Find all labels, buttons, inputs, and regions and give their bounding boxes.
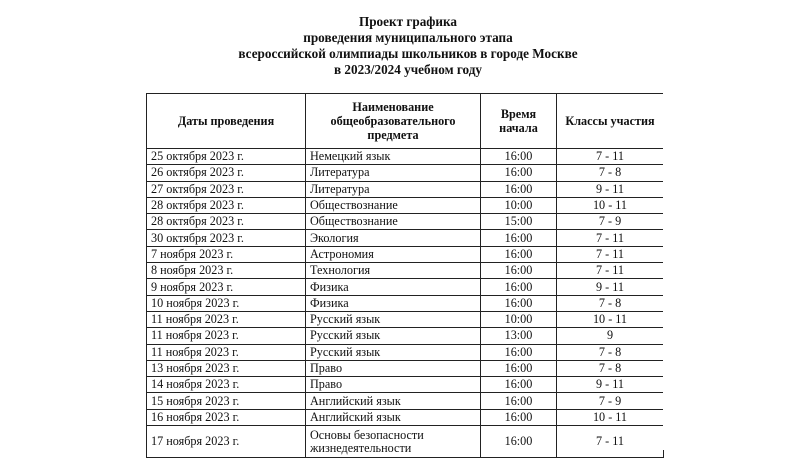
column-header-date: Даты проведения (147, 94, 306, 149)
cell-time: 16:00 (481, 263, 557, 279)
table-row (147, 328, 664, 344)
table-row (147, 295, 664, 311)
cell-time: 16:00 (481, 246, 557, 262)
table-row (147, 230, 664, 246)
table-header-row (147, 94, 664, 149)
table-row (147, 181, 664, 197)
cell-date: 7 ноября 2023 г. (147, 246, 306, 262)
cell-subject: Немецкий язык (306, 149, 481, 165)
heading-line-2: проведения муниципального этапа (303, 30, 513, 45)
cell-time: 10:00 (481, 197, 557, 213)
cell-subject: Физика (306, 295, 481, 311)
document-heading (150, 14, 666, 78)
cell-date: 11 ноября 2023 г. (147, 328, 306, 344)
table-row (147, 263, 664, 279)
cell-date: 9 ноября 2023 г. (147, 279, 306, 295)
cell-time: 16:00 (481, 279, 557, 295)
cell-subject: Литература (306, 181, 481, 197)
heading-line-1: Проект графика (358, 14, 458, 29)
table-row (147, 165, 664, 181)
table-row (147, 393, 664, 409)
table-row (147, 344, 664, 360)
cell-subject: Русский язык (306, 344, 481, 360)
cell-time: 16:00 (481, 409, 557, 425)
cell-date: 27 октября 2023 г. (147, 181, 306, 197)
cell-classes: 9 - 11 (557, 279, 664, 295)
column-header-classes: Классы участия (557, 94, 664, 149)
table-row (147, 214, 664, 230)
cell-time: 16:00 (481, 165, 557, 181)
cell-subject: Право (306, 360, 481, 376)
cell-date: 8 ноября 2023 г. (147, 263, 306, 279)
cell-subject: Английский язык (306, 409, 481, 425)
cell-time: 16:00 (481, 377, 557, 393)
cell-subject: Английский язык (306, 393, 481, 409)
cell-date: 28 октября 2023 г. (147, 197, 306, 213)
cell-date: 11 ноября 2023 г. (147, 311, 306, 327)
table-row (147, 197, 664, 213)
cell-classes: 9 (557, 328, 664, 344)
cell-time: 16:00 (481, 149, 557, 165)
cell-classes: 9 - 11 (557, 181, 664, 197)
cell-subject: Русский язык (306, 328, 481, 344)
cell-classes: 7 - 11 (557, 149, 664, 165)
cell-time: 16:00 (481, 230, 557, 246)
cell-classes: 7 - 8 (557, 165, 664, 181)
cell-subject: Основы безопасности жизнедеятельности (306, 426, 481, 458)
cell-classes: 7 - 11 (557, 246, 664, 262)
cell-classes: 7 - 11 (557, 230, 664, 246)
cell-time: 13:00 (481, 328, 557, 344)
cell-time: 16:00 (481, 344, 557, 360)
cell-classes: 7 - 8 (557, 344, 664, 360)
cell-date: 14 ноября 2023 г. (147, 377, 306, 393)
cell-time: 16:00 (481, 426, 557, 458)
cell-date: 13 ноября 2023 г. (147, 360, 306, 376)
cell-date: 17 ноября 2023 г. (147, 426, 306, 458)
cell-classes: 7 - 8 (557, 360, 664, 376)
cell-subject: Русский язык (306, 311, 481, 327)
cell-classes: 9 - 11 (557, 377, 664, 393)
table-row (147, 279, 664, 295)
cell-date: 15 ноября 2023 г. (147, 393, 306, 409)
cell-subject: Обществознание (306, 197, 481, 213)
cell-date: 25 октября 2023 г. (147, 149, 306, 165)
cell-classes: 10 - 11 (557, 197, 664, 213)
cell-subject: Право (306, 377, 481, 393)
table-row (147, 426, 664, 458)
cell-time: 16:00 (481, 181, 557, 197)
heading-line-4: в 2023/2024 учебном году (334, 62, 482, 77)
cell-classes: 7 - 11 (557, 426, 664, 458)
cell-date: 30 октября 2023 г. (147, 230, 306, 246)
cell-time: 10:00 (481, 311, 557, 327)
column-header-subject: Наименование общеобразовательного предмета (306, 94, 481, 149)
cell-time: 16:00 (481, 295, 557, 311)
table-row (147, 377, 664, 393)
cell-subject: Технология (306, 263, 481, 279)
cell-subject: Литература (306, 165, 481, 181)
cell-date: 11 ноября 2023 г. (147, 344, 306, 360)
cell-date: 10 ноября 2023 г. (147, 295, 306, 311)
cell-time: 16:00 (481, 360, 557, 376)
table-row (147, 246, 664, 262)
cell-time: 15:00 (481, 214, 557, 230)
cell-subject: Физика (306, 279, 481, 295)
cell-classes: 7 - 9 (557, 393, 664, 409)
column-header-time: Время начала (481, 94, 557, 149)
image-edge-mask (663, 90, 800, 450)
cell-classes: 10 - 11 (557, 409, 664, 425)
heading-line-3: всероссийской олимпиады школьников в городе Москве (238, 46, 578, 61)
cell-subject: Астрономия (306, 246, 481, 262)
schedule-table (146, 93, 664, 458)
cell-subject: Экология (306, 230, 481, 246)
cell-classes: 10 - 11 (557, 311, 664, 327)
cell-subject: Обществознание (306, 214, 481, 230)
cell-time: 16:00 (481, 393, 557, 409)
cell-classes: 7 - 8 (557, 295, 664, 311)
cell-date: 16 ноября 2023 г. (147, 409, 306, 425)
table-row (147, 149, 664, 165)
cell-date: 26 октября 2023 г. (147, 165, 306, 181)
cell-date: 28 октября 2023 г. (147, 214, 306, 230)
table-row (147, 311, 664, 327)
table-row (147, 409, 664, 425)
cell-classes: 7 - 11 (557, 263, 664, 279)
cell-classes: 7 - 9 (557, 214, 664, 230)
table-row (147, 360, 664, 376)
